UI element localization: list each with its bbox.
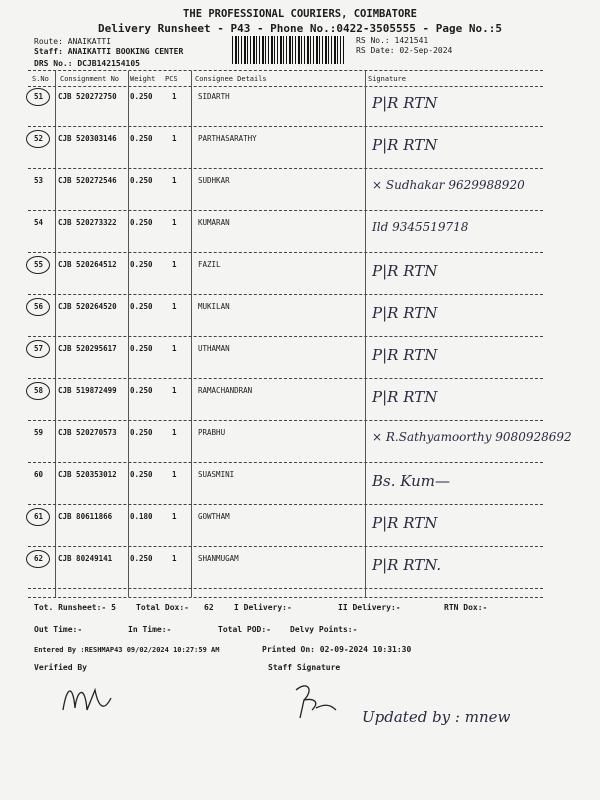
row-signature: P|R RTN [372, 514, 438, 532]
verified-by-label: Verified By [34, 663, 87, 672]
row-pcs: 1 [172, 218, 177, 227]
row-divider [28, 462, 543, 463]
col-sno: S.No [32, 75, 49, 83]
row-consignee: SIDARTH [198, 92, 230, 101]
row-consignee: MUKILAN [198, 302, 230, 311]
barcode [232, 36, 344, 64]
row-signature: × Sudhakar 9629988920 [372, 178, 525, 192]
rtn-dox: RTN Dox:- [444, 603, 488, 612]
in-time: In Time:- [128, 625, 172, 634]
row-consignment: CJB 520295617 [58, 344, 117, 353]
row-divider [28, 168, 543, 169]
entered-by: Entered By :RESHMAP43 09/02/2024 10:27:59 AM [34, 646, 220, 654]
row-divider [28, 336, 543, 337]
sno-circle-mark [26, 88, 50, 106]
staff-signature [290, 680, 340, 722]
row-consignment: CJB 520272546 [58, 176, 117, 185]
second-delivery: II Delivery:- [338, 603, 401, 612]
row-weight: 0.250 [130, 260, 153, 269]
row-pcs: 1 [172, 554, 177, 563]
row-signature: P|R RTN [372, 94, 438, 112]
company-name: THE PROFESSIONAL COURIERS, COIMBATORE [183, 8, 417, 20]
row-weight: 0.250 [130, 302, 153, 311]
rs-number: RS No.: 1421541 [356, 36, 429, 45]
runsheet-title: Delivery Runsheet - P43 - Phone No.:0422-3505555 - Page No.:5 [98, 22, 502, 35]
row-consignment: CJB 520270573 [58, 428, 117, 437]
sno-circle-mark [26, 256, 50, 274]
row-signature: P|R RTN. [372, 556, 442, 574]
row-sno: 60 [34, 470, 44, 479]
printed-on: Printed On: 02-09-2024 10:31:30 [262, 645, 412, 654]
row-pcs: 1 [172, 470, 177, 479]
col-consignment: Consignment No [60, 75, 120, 83]
row-consignee: PRABHU [198, 428, 226, 437]
row-signature: Bs. Kum— [372, 472, 451, 490]
row-pcs: 1 [172, 386, 177, 395]
row-divider [28, 504, 543, 505]
row-sno: 51 [34, 92, 44, 101]
row-weight: 0.250 [130, 134, 153, 143]
row-consignee: PARTHASARATHY [198, 134, 257, 143]
row-signature: × R.Sathyamoorthy 9080928692 [372, 430, 572, 444]
row-weight: 0.180 [130, 512, 153, 521]
col-consignee: Consignee Details [195, 75, 267, 83]
route-label: Route: ANAIKATTI [34, 37, 112, 46]
row-weight: 0.250 [130, 92, 153, 101]
row-consignment: CJB 80611866 [58, 512, 113, 521]
row-signature: P|R RTN [372, 304, 438, 322]
row-consignment: CJB 80249141 [58, 554, 113, 563]
col-signature: Signature [368, 75, 406, 83]
row-weight: 0.250 [130, 176, 153, 185]
row-sno: 52 [34, 134, 44, 143]
row-weight: 0.250 [130, 386, 153, 395]
row-weight: 0.250 [130, 344, 153, 353]
row-divider [28, 546, 543, 547]
row-sno: 61 [34, 512, 44, 521]
row-sno: 62 [34, 554, 44, 563]
row-consignee: KUMARAN [198, 218, 230, 227]
total-dox-value: 62 [204, 603, 214, 612]
row-pcs: 1 [172, 134, 177, 143]
row-weight: 0.250 [130, 554, 153, 563]
row-divider [28, 294, 543, 295]
row-weight: 0.250 [130, 218, 153, 227]
delivery-points: Delvy Points:- [290, 625, 358, 634]
sno-circle-mark [26, 550, 50, 568]
row-weight: 0.250 [130, 428, 153, 437]
row-pcs: 1 [172, 344, 177, 353]
staff-signature-label: Staff Signature [268, 663, 341, 672]
row-consignee: SUDHKAR [198, 176, 230, 185]
row-signature: P|R RTN [372, 346, 438, 364]
row-pcs: 1 [172, 260, 177, 269]
col-weight: Weight [130, 75, 156, 83]
row-divider [28, 252, 543, 253]
row-consignment: CJB 520272750 [58, 92, 117, 101]
row-divider [28, 588, 543, 589]
row-consignee: FAZIL [198, 260, 221, 269]
row-weight: 0.250 [130, 470, 153, 479]
row-consignee: SHANMUGAM [198, 554, 239, 563]
verified-signature [55, 680, 115, 720]
row-signature: P|R RTN [372, 136, 438, 154]
out-time: Out Time:- [34, 625, 83, 634]
row-pcs: 1 [172, 512, 177, 521]
row-consignment: CJB 519872499 [58, 386, 117, 395]
rs-date: RS Date: 02-Sep-2024 [356, 46, 453, 55]
total-pod: Total POD:- [218, 625, 271, 634]
total-dox-label: Total Dox:- [136, 603, 189, 612]
row-consignment: CJB 520353012 [58, 470, 117, 479]
row-sno: 53 [34, 176, 44, 185]
row-pcs: 1 [172, 428, 177, 437]
row-pcs: 1 [172, 176, 177, 185]
row-consignee: RAMACHANDRAN [198, 386, 253, 395]
row-divider [28, 210, 543, 211]
updated-by-note: Updated by : mnew [362, 708, 511, 726]
row-signature: P|R RTN [372, 388, 438, 406]
row-divider [28, 126, 543, 127]
sno-circle-mark [26, 130, 50, 148]
row-pcs: 1 [172, 92, 177, 101]
row-sno: 55 [34, 260, 44, 269]
row-divider [28, 420, 543, 421]
row-sno: 59 [34, 428, 44, 437]
row-sno: 54 [34, 218, 44, 227]
row-signature: Ild 9345519718 [372, 220, 469, 234]
sno-circle-mark [26, 298, 50, 316]
row-sno: 58 [34, 386, 44, 395]
row-consignee: UTHAMAN [198, 344, 230, 353]
drs-number: DRS No.: DCJB142154105 [34, 59, 140, 68]
total-runsheet: Tot. Runsheet:- 5 [34, 603, 116, 612]
row-consignment: CJB 520264512 [58, 260, 117, 269]
row-sno: 57 [34, 344, 44, 353]
sno-circle-mark [26, 340, 50, 358]
staff-label: Staff: ANAIKATTI BOOKING CENTER [34, 47, 184, 56]
row-consignment: CJB 520273322 [58, 218, 117, 227]
row-consignment: CJB 520264520 [58, 302, 117, 311]
row-signature: P|R RTN [372, 262, 438, 280]
sno-circle-mark [26, 382, 50, 400]
row-consignee: GOWTHAM [198, 512, 230, 521]
col-pcs: PCS [165, 75, 178, 83]
row-sno: 56 [34, 302, 44, 311]
sno-circle-mark [26, 508, 50, 526]
first-delivery: I Delivery:- [234, 603, 292, 612]
row-divider [28, 378, 543, 379]
row-pcs: 1 [172, 302, 177, 311]
row-consignment: CJB 520303146 [58, 134, 117, 143]
row-consignee: SUASMINI [198, 470, 235, 479]
